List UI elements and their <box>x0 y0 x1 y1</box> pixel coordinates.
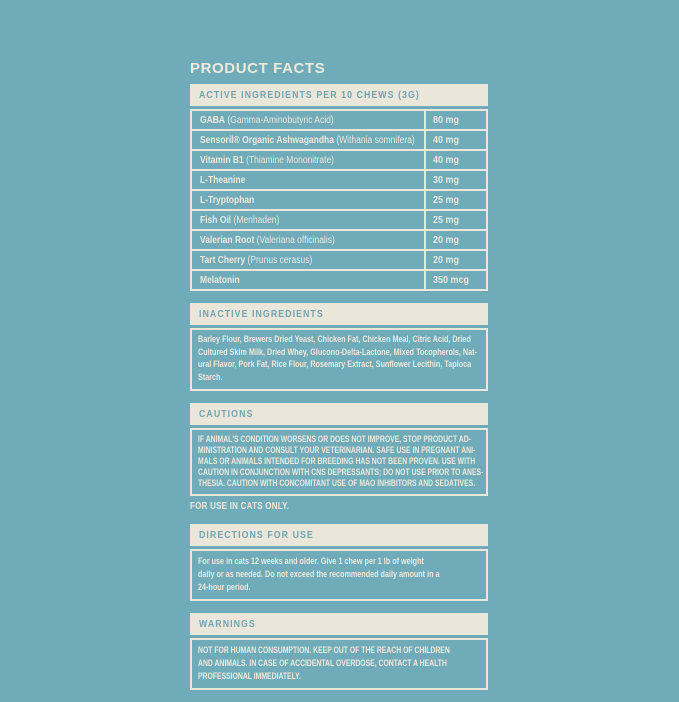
text-line: NOT FOR HUMAN CONSUMPTION. KEEP OUT OF THE REACH OF CHILDREN <box>198 645 450 656</box>
ingredient-amount: 20 mg <box>424 251 486 269</box>
active-ingredients-header: ACTIVE INGREDIENTS PER 10 CHEWS (3G) <box>190 84 488 106</box>
ingredient-detail: (Gamma-Aminobutyric Acid) <box>227 115 334 126</box>
inactive-ingredients-header: INACTIVE INGREDIENTS <box>190 303 488 325</box>
text-line: MALS OR ANIMALS INTENDED FOR BREEDING HAS NOT BEEN PROVEN. USE WITH <box>198 456 476 467</box>
cats-only-note: FOR USE IN CATS ONLY. <box>190 501 290 512</box>
ingredient-name: Valerian Root (Valeriana officinalis) <box>200 235 335 246</box>
inactive-ingredients-text <box>190 328 488 391</box>
text-line: IF ANIMAL'S CONDITION WORSENS OR DOES NOT IMPROVE, STOP PRODUCT AD- <box>198 434 471 445</box>
text-line: CAUTION IN CONJUNCTION WITH CNS DEPRESSANTS; DO NOT USE PRIOR TO ANES- <box>198 467 484 478</box>
ingredient-name: L-Tryptophan <box>200 195 255 206</box>
ingredient-name: Sensoril® Organic Ashwagandha (Withania somnifera) <box>200 135 415 146</box>
ingredient-row <box>192 149 486 169</box>
ingredient-row <box>192 111 486 129</box>
text-line: Barley Flour, Brewers Dried Yeast, Chicken Fat, Chicken Meal, Citric Acid, Dried <box>198 334 471 345</box>
ingredient-amount: 40 mg <box>424 151 486 169</box>
ingredient-name: GABA (Gamma-Aminobutyric Acid) <box>200 115 334 126</box>
active-ingredients-section <box>190 84 488 291</box>
ingredient-amount: 40 mg <box>424 131 486 149</box>
ingredient-detail: (Withania somnifera) <box>336 135 415 146</box>
text-line: THESIA. CAUTION WITH CONCOMITANT USE OF MAO INHIBITORS AND SEDATIVES. <box>198 478 476 489</box>
cautions-section <box>190 403 488 512</box>
cautions-header: CAUTIONS <box>190 403 488 425</box>
warnings-header: WARNINGS <box>190 613 488 635</box>
inactive-ingredients-section <box>190 303 488 391</box>
ingredient-row <box>192 269 486 289</box>
directions-text <box>190 549 488 601</box>
ingredient-amount: 30 mg <box>424 171 486 189</box>
cautions-text <box>190 428 488 496</box>
text-line: daily or as needed. Do not exceed the recommended daily amount in a <box>198 569 440 580</box>
ingredient-row <box>192 249 486 269</box>
ingredient-row <box>192 209 486 229</box>
ingredient-amount: 20 mg <box>424 231 486 249</box>
text-line: PROFESSIONAL IMMEDIATELY. <box>198 671 301 682</box>
ingredient-amount: 25 mg <box>424 191 486 209</box>
warnings-text <box>190 638 488 690</box>
page-title: PRODUCT FACTS <box>190 60 326 77</box>
ingredient-row <box>192 169 486 189</box>
ingredient-name: L-Theanine <box>200 175 246 186</box>
ingredient-name: Vitamin B1 (Thiamine Mononitrate) <box>200 155 335 166</box>
ingredient-name: Fish Oil (Menhaden) <box>200 215 280 226</box>
text-line: Cultured Skim Milk, Dried Whey, Glucono-Delta-Lactone, Mixed Tocopherols, Nat- <box>198 346 477 358</box>
ingredient-row <box>192 229 486 249</box>
directions-header: DIRECTIONS FOR USE <box>190 524 488 546</box>
ingredient-table <box>190 109 488 291</box>
ingredient-name: Tart Cherry (Prunus cerasus) <box>200 255 313 266</box>
ingredient-amount: 80 mg <box>424 111 486 129</box>
text-line: MINISTRATION AND CONSULT YOUR VETERINARIAN. SAFE USE IN PREGNANT ANI- <box>198 445 476 456</box>
product-facts-label <box>190 60 488 702</box>
text-line: 24-hour period. <box>198 582 251 593</box>
text-line: For use in cats 12 weeks and older. Give 1 chew per 1 lb of weight <box>198 556 424 567</box>
ingredient-name: Melatonin <box>200 275 240 286</box>
ingredient-amount: 350 mcg <box>424 271 486 289</box>
text-line: Starch. <box>198 371 223 383</box>
text-line: ural Flavor, Pork Fat, Rice Flour, Rosemary Extract, Sunflower Lecithin, Tapioca <box>198 359 472 370</box>
ingredient-detail: (Valeriana officinalis) <box>256 235 335 246</box>
ingredient-detail: (Menhaden) <box>233 215 280 226</box>
ingredient-detail: (Thiamine Mononitrate) <box>246 155 335 166</box>
ingredient-amount: 25 mg <box>424 211 486 229</box>
ingredient-row <box>192 189 486 209</box>
text-line: AND ANIMALS. IN CASE OF ACCIDENTAL OVERDOSE, CONTACT A HEALTH <box>198 658 447 669</box>
ingredient-row <box>192 129 486 149</box>
warnings-section <box>190 613 488 690</box>
ingredient-detail: (Prunus cerasus) <box>247 255 313 266</box>
directions-section <box>190 524 488 601</box>
